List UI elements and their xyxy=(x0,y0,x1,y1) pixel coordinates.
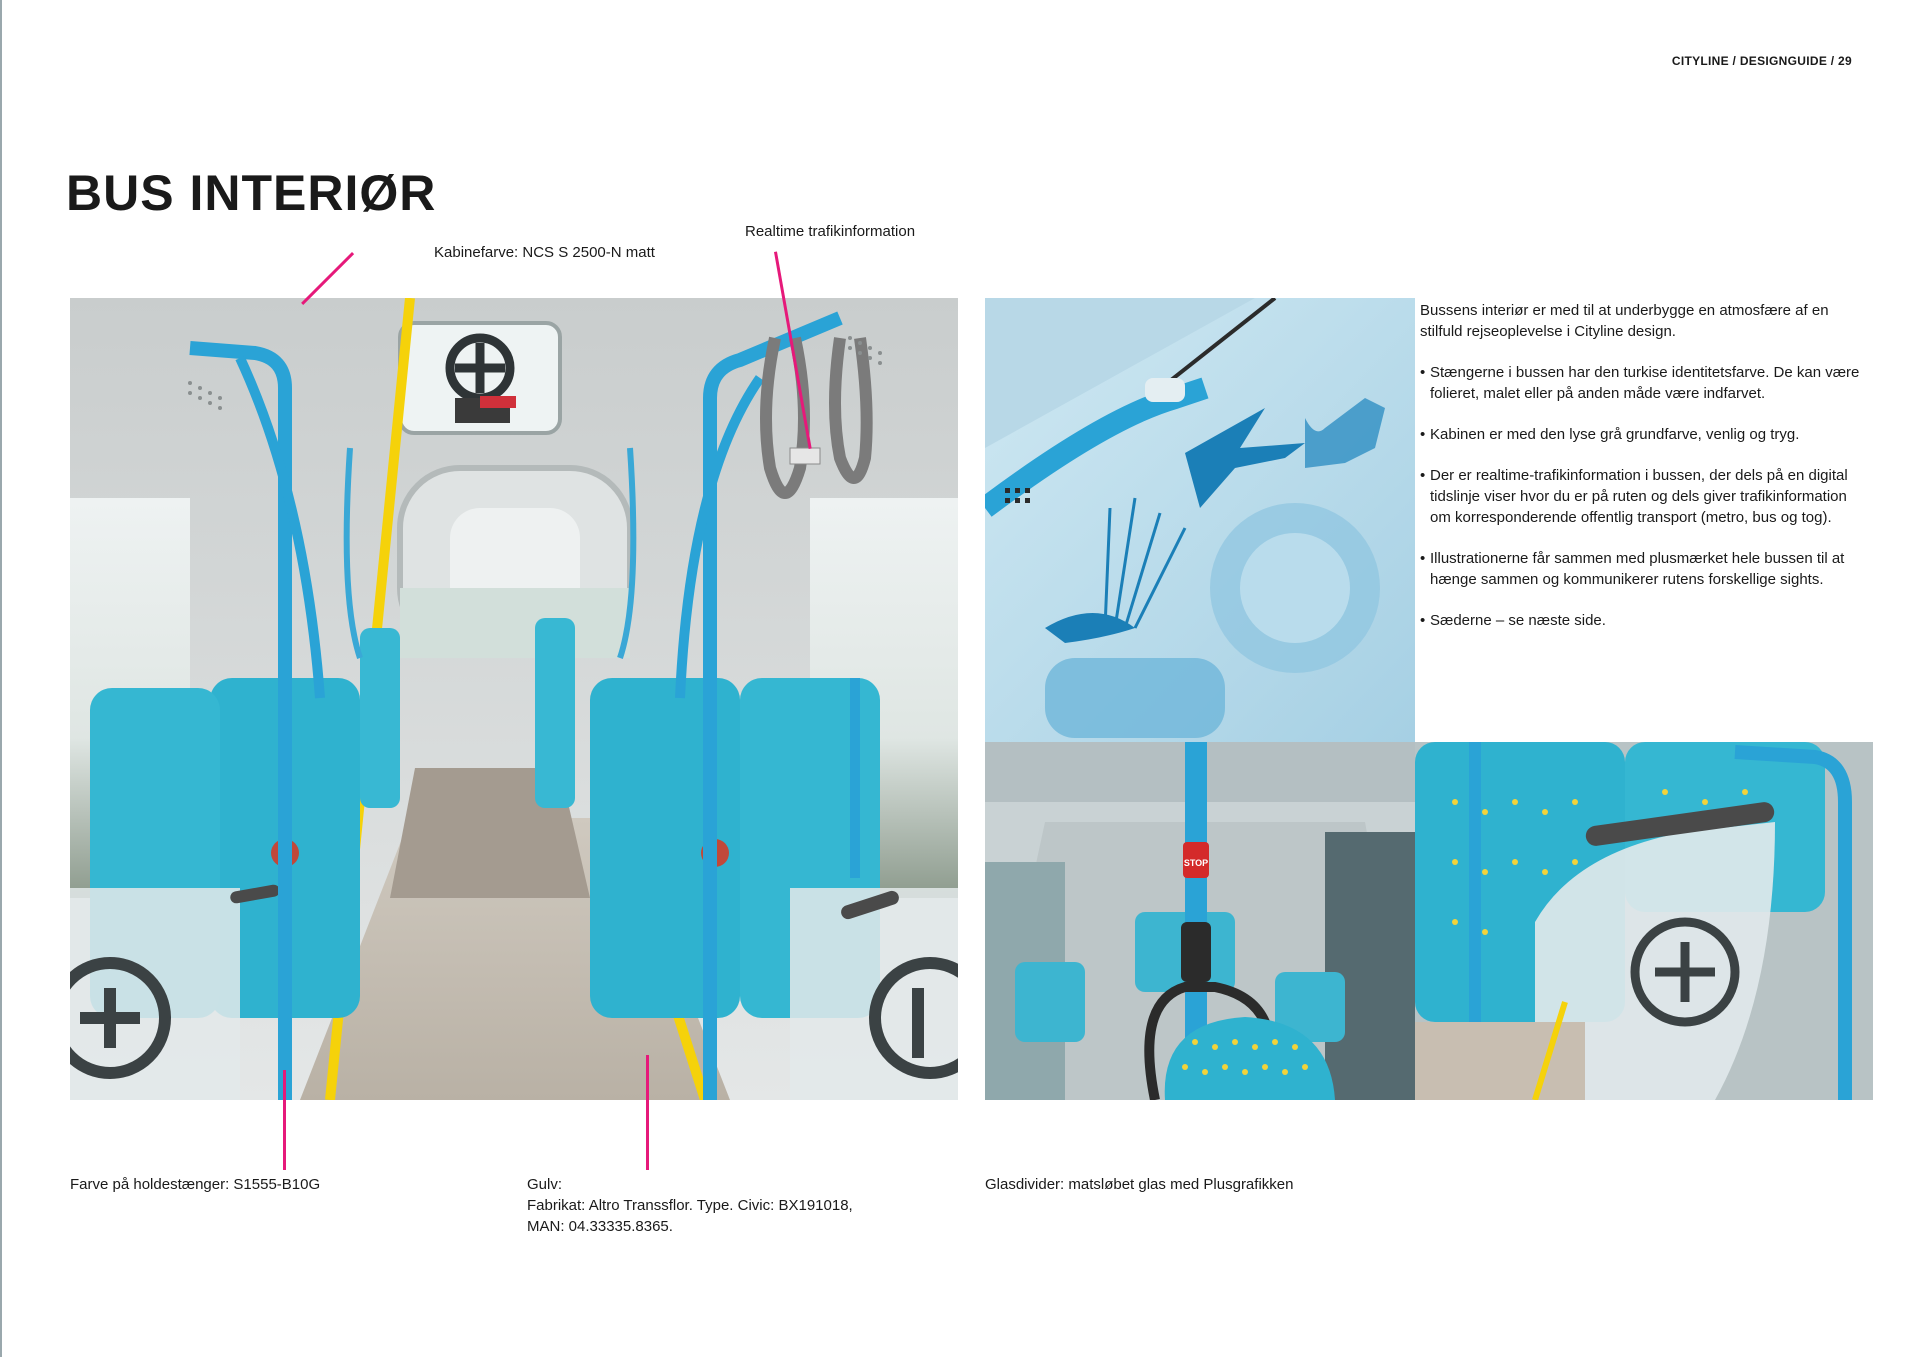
stop-button-pole-photo xyxy=(985,742,1415,1100)
cabin-color-label: Kabinefarve: NCS S 2500-N matt xyxy=(434,244,655,261)
realtime-info-label: Realtime trafikinformation xyxy=(745,223,916,240)
floor-detail-2: MAN: 04.33335.8365. xyxy=(527,1218,673,1235)
bullet-cabin: • Kabinen er med den lyse grå grundfarve, venlig og tryg. xyxy=(1420,424,1860,445)
bullet-illustrations: • Illustrationerne får sammen med plusmærket hele bussen til at hænge sammen og kommunikerer rutens forskellige sights. xyxy=(1420,548,1860,590)
glass-divider-photo xyxy=(1415,742,1873,1100)
floor-pointer xyxy=(646,1055,649,1170)
bus-aisle-photo xyxy=(70,298,958,1100)
body-text xyxy=(1420,300,1860,651)
handrail-pointer xyxy=(283,1070,286,1170)
stop-label: STOP xyxy=(1183,858,1209,868)
handrail-color-label: Farve på holdestænger: S1555-B10G xyxy=(70,1176,321,1193)
glass-divider-label: Glasdivider: matsløbet glas med Plusgrafikken xyxy=(985,1176,1294,1193)
page-edge xyxy=(0,0,2,1357)
bullet-realtime: • Der er realtime-trafikinformation i bussen, der dels på en digital tidslinje viser hvor du er på ruten og dels giver trafikinformation om korresponderende offentlig transport (metro, bus og tog). xyxy=(1420,465,1860,528)
bullet-list xyxy=(1420,362,1860,631)
bullet-seats: • Sæderne – se næste side. xyxy=(1420,610,1860,631)
bullet-handrails: • Stængerne i bussen har den turkise identitetsfarve. De kan være folieret, malet eller på anden måde være indfarvet. xyxy=(1420,362,1860,404)
floor-detail-1: Fabrikat: Altro Transsflor. Type. Civic: BX191018, xyxy=(527,1197,853,1214)
page-title: BUS INTERIØR xyxy=(66,165,437,221)
intro-paragraph: Bussens interiør er med til at underbygge en atmosfære af en stilfuld rejseoplevelse i Cityline design. xyxy=(1420,302,1829,340)
floor-title: Gulv: xyxy=(527,1176,563,1193)
running-head: CITYLINE / DESIGNGUIDE / 29 xyxy=(1671,54,1852,68)
glass-illustration-photo xyxy=(985,298,1415,742)
